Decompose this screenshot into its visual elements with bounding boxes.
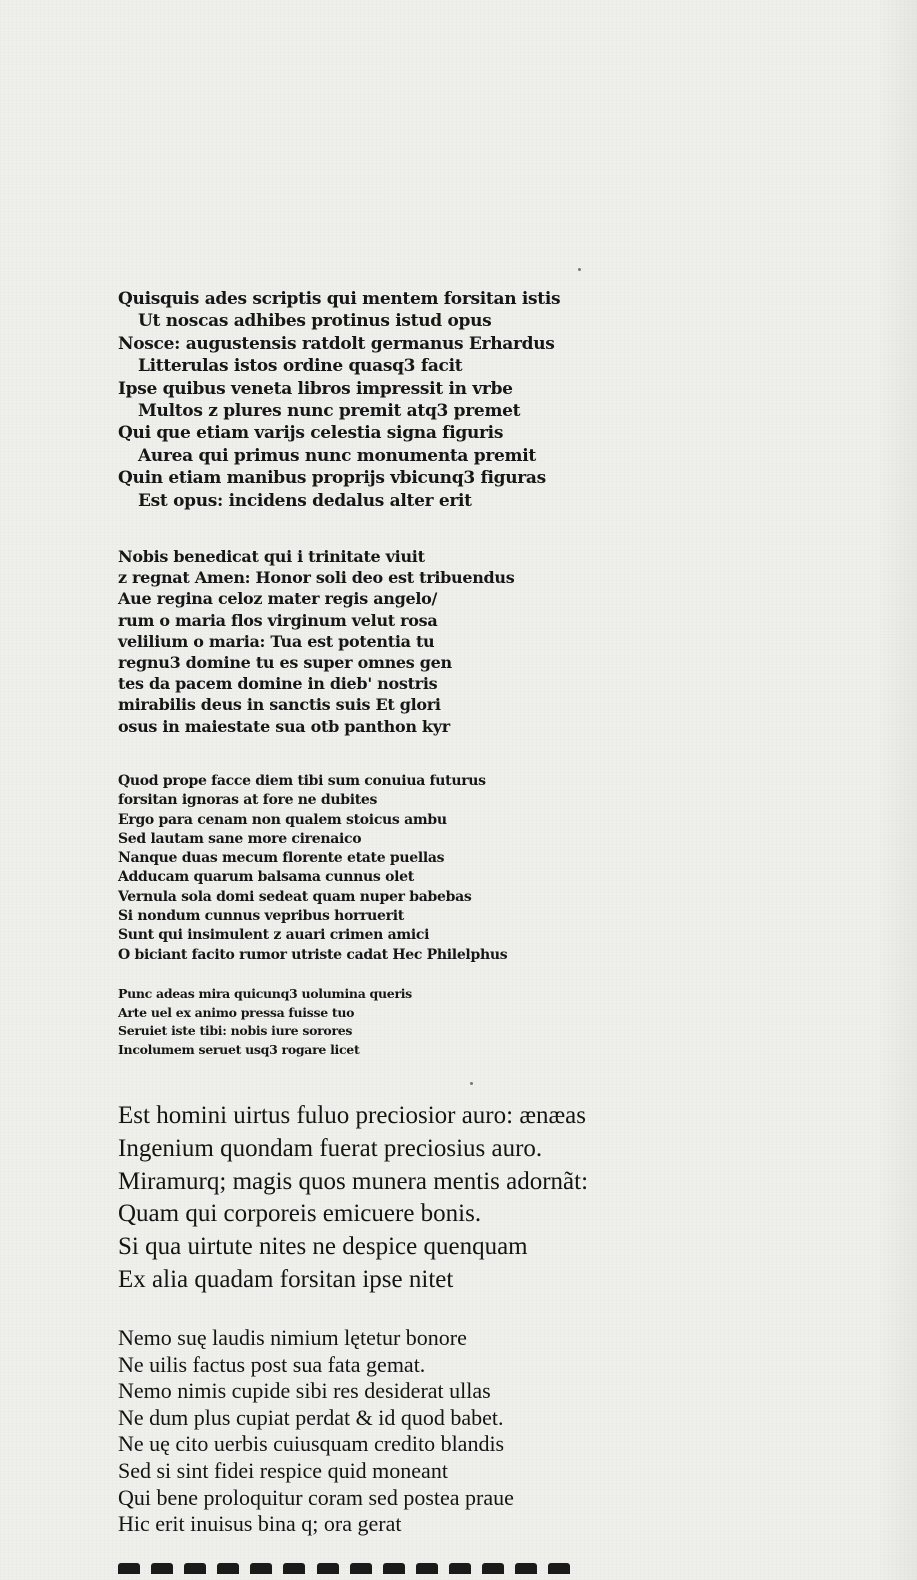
cropped-glyph: [482, 1563, 504, 1574]
cropped-glyph: [184, 1563, 206, 1574]
cropped-glyph: [118, 1563, 140, 1574]
text-block-benediction: [118, 546, 514, 737]
verse-line: Nanque duas mecum florente etate puellas: [118, 850, 445, 867]
paper-speck: [578, 268, 581, 271]
verse-line: Si qua uirtute nites ne despice quenquam: [118, 1233, 528, 1261]
verse-block-roman-aeneas: [118, 1100, 588, 1297]
verse-line: Ne uę cito uerbis cuiusquam credito blandis: [118, 1431, 505, 1457]
cropped-glyph: [283, 1563, 305, 1574]
text-line: Aue regina celoz mater regis angelo/: [118, 589, 438, 609]
text-line: regnu3 domine tu es super omnes gen: [118, 653, 452, 673]
verse-line: Ergo para cenam non qualem stoicus ambu: [118, 811, 447, 828]
text-line: tes da pacem domine in dieb' nostris: [118, 674, 438, 694]
verse-line: Sed lautam sane more cirenaico: [118, 830, 362, 847]
verse-block-roman-nemo: [118, 1325, 514, 1538]
verse-line: Quam qui corporeis emicuere bonis.: [118, 1200, 482, 1228]
text-line: osus in maiestate sua otb panthon kyr: [118, 716, 450, 736]
verse-line: Ne uilis factus post sua fata gemat.: [118, 1351, 426, 1377]
text-line: mirabilis deus in sanctis suis Et glori: [118, 695, 441, 715]
cropped-glyph: [350, 1563, 372, 1574]
verse-block-quatrain: [118, 985, 412, 1059]
verse-line: Est homini uirtus fuluo preciosior auro: ænæas: [118, 1102, 587, 1129]
verse-line: Ne dum plus cupiat perdat & id quod babet.: [118, 1404, 504, 1430]
text-line: z regnat Amen: Honor soli deo est tribuendus: [118, 568, 515, 588]
page-edge-shadow: [877, 0, 917, 1580]
cropped-glyph: [548, 1563, 570, 1574]
cropped-glyph: [151, 1563, 173, 1574]
verse-line: Litterulas istos ordine quasq3 facit: [138, 356, 463, 377]
verse-line: Ut noscas adhibes protinus istud opus: [138, 311, 492, 332]
verse-line: Quin etiam manibus proprijs vbicunq3 figuras: [118, 468, 546, 489]
verse-line: Quisquis ades scriptis qui mentem forsitan istis: [118, 289, 561, 309]
paper-speck: [470, 1082, 473, 1085]
verse-block-ratdolt: [118, 288, 560, 512]
verse-line: Sunt qui insimulent z auari crimen amici: [118, 927, 430, 944]
verse-line: Nemo nimis cupide sibi res desiderat ullas: [118, 1378, 491, 1404]
verse-line: Est opus: incidens dedalus alter erit: [138, 490, 472, 511]
verse-line: Ipse quibus veneta libros impressit in vrbe: [118, 378, 513, 399]
verse-line: Arte uel ex animo pressa fuisse tuo: [118, 1004, 355, 1020]
text-line: Nobis benedicat qui i trinitate viuit: [118, 547, 425, 566]
verse-line: Ex alia quadam forsitan ipse nitet: [118, 1265, 454, 1293]
verse-line: O biciant facito rumor utriste cadat Hec Philelphus: [118, 946, 508, 963]
verse-line: Nemo suę laudis nimium lętetur bonore: [118, 1325, 467, 1350]
verse-block-philelphus: [118, 772, 507, 965]
cropped-glyph: [217, 1563, 239, 1574]
verse-line: Multos z plures nunc premit atq3 premet: [138, 401, 521, 422]
verse-line: Qui bene proloquitur coram sed postea praue: [118, 1484, 514, 1510]
verse-line: Adducam quarum balsama cunnus olet: [118, 869, 414, 886]
verse-line: Punc adeas mira quicunq3 uolumina queris: [118, 986, 412, 1001]
verse-line: Aurea qui primus nunc monumenta premit: [138, 445, 536, 466]
verse-line: forsitan ignoras at fore ne dubites: [118, 792, 378, 809]
verse-line: Seruiet iste tibi: nobis iure sorores: [118, 1023, 353, 1039]
cropped-next-line: [118, 1560, 588, 1574]
verse-line: Ingenium quondam fuerat preciosius auro.: [118, 1134, 543, 1162]
cropped-glyph: [449, 1563, 471, 1574]
verse-line: Hic erit inuisus bina q; ora gerat: [118, 1511, 402, 1537]
verse-line: Vernula sola domi sedeat quam nuper babebas: [118, 888, 472, 905]
verse-line: Quod prope facce diem tibi sum conuiua futurus: [118, 773, 486, 789]
verse-line: Qui que etiam varijs celestia signa figuris: [118, 423, 504, 444]
verse-line: Incolumem seruet usq3 rogare licet: [118, 1041, 360, 1057]
verse-line: Sed si sint fidei respice quid moneant: [118, 1457, 448, 1483]
verse-line: Si nondum cunnus vepribus horruerit: [118, 908, 404, 925]
text-line: rum o maria flos virginum velut rosa: [118, 610, 438, 630]
cropped-glyph: [515, 1563, 537, 1574]
text-line: velilium o maria: Tua est potentia tu: [118, 631, 435, 651]
verse-line: Miramurq; magis quos munera mentis adornãt:: [118, 1167, 589, 1195]
verse-line: Nosce: augustensis ratdolt germanus Erhardus: [118, 333, 555, 354]
cropped-glyph: [317, 1563, 339, 1574]
cropped-glyph: [250, 1563, 272, 1574]
cropped-glyph: [383, 1563, 405, 1574]
cropped-glyph: [416, 1563, 438, 1574]
